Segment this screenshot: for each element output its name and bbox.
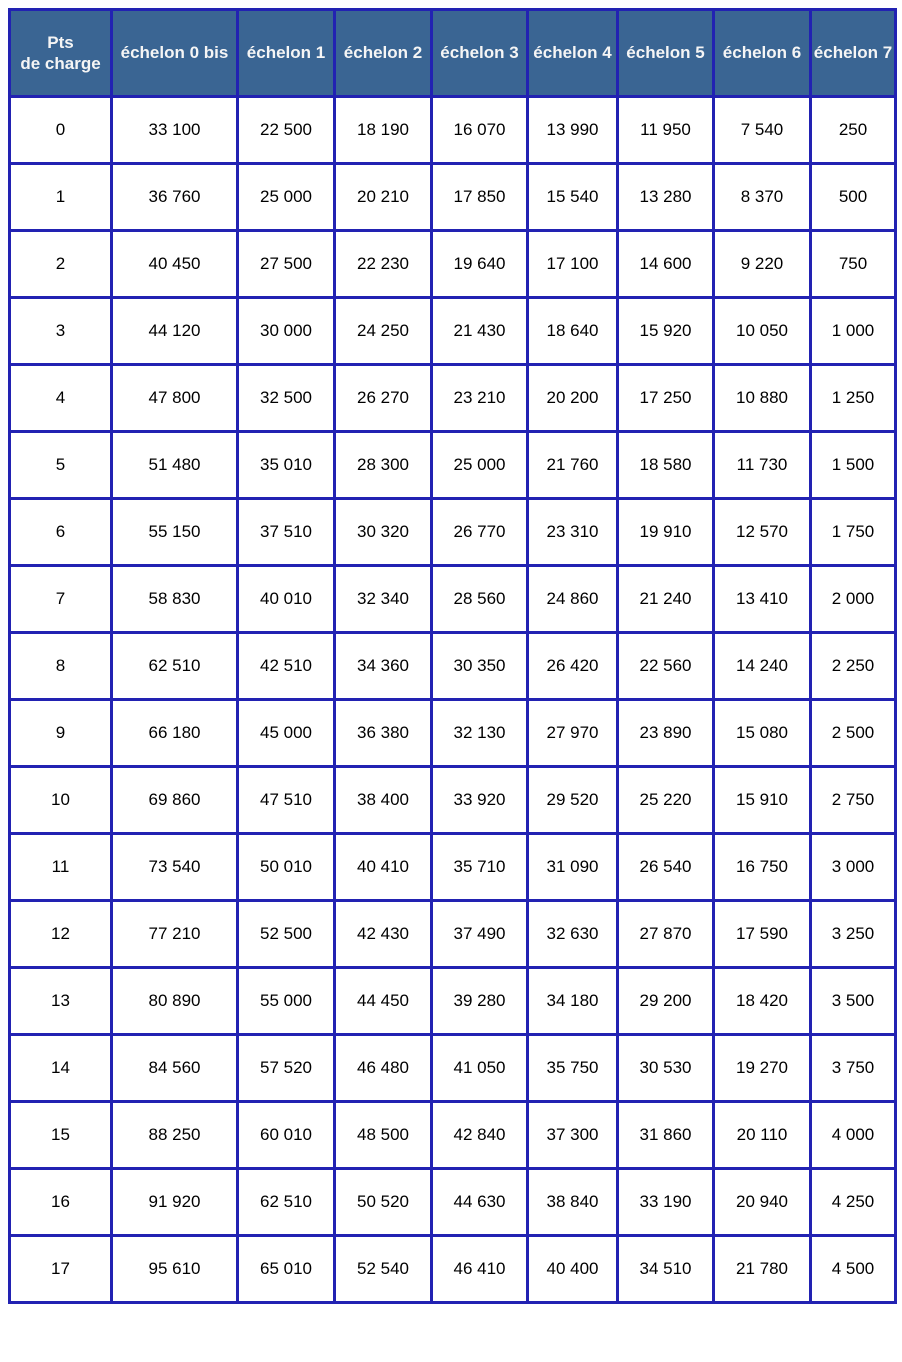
value-cell: 25 000: [238, 164, 335, 231]
value-cell: 33 920: [432, 767, 528, 834]
value-cell: 29 520: [528, 767, 618, 834]
value-cell: 35 750: [528, 1035, 618, 1102]
value-cell: 30 000: [238, 298, 335, 365]
value-cell: 84 560: [112, 1035, 238, 1102]
value-cell: 1 500: [811, 432, 896, 499]
value-cell: 16 070: [432, 97, 528, 164]
value-cell: 27 870: [618, 901, 714, 968]
header-pts-de-charge: [10, 10, 112, 97]
value-cell: 40 450: [112, 231, 238, 298]
value-cell: 21 240: [618, 566, 714, 633]
value-cell: 8 370: [714, 164, 811, 231]
value-cell: 16 750: [714, 834, 811, 901]
value-cell: 37 300: [528, 1102, 618, 1169]
value-cell: 80 890: [112, 968, 238, 1035]
value-cell: 55 000: [238, 968, 335, 1035]
table-row: [10, 566, 896, 633]
header-pts-line1: Pts: [47, 32, 74, 52]
header-echelon-6: échelon 6: [714, 10, 811, 97]
value-cell: 32 630: [528, 901, 618, 968]
value-cell: 2 500: [811, 700, 896, 767]
value-cell: 66 180: [112, 700, 238, 767]
value-cell: 750: [811, 231, 896, 298]
value-cell: 3 250: [811, 901, 896, 968]
value-cell: 33 190: [618, 1169, 714, 1236]
value-cell: 15 540: [528, 164, 618, 231]
value-cell: 24 860: [528, 566, 618, 633]
value-cell: 95 610: [112, 1236, 238, 1303]
value-cell: 52 500: [238, 901, 335, 968]
value-cell: 48 500: [335, 1102, 432, 1169]
value-cell: 91 920: [112, 1169, 238, 1236]
value-cell: 38 400: [335, 767, 432, 834]
value-cell: 21 780: [714, 1236, 811, 1303]
value-cell: 47 800: [112, 365, 238, 432]
value-cell: 4 250: [811, 1169, 896, 1236]
pts-de-charge-cell: 8: [10, 633, 112, 700]
value-cell: 23 210: [432, 365, 528, 432]
salary-scale-table: [8, 8, 897, 1304]
value-cell: 33 100: [112, 97, 238, 164]
value-cell: 13 410: [714, 566, 811, 633]
value-cell: 12 570: [714, 499, 811, 566]
table-header: [10, 10, 896, 97]
value-cell: 4 500: [811, 1236, 896, 1303]
value-cell: 30 320: [335, 499, 432, 566]
value-cell: 30 530: [618, 1035, 714, 1102]
value-cell: 38 840: [528, 1169, 618, 1236]
value-cell: 23 890: [618, 700, 714, 767]
header-echelon-1: échelon 1: [238, 10, 335, 97]
value-cell: 77 210: [112, 901, 238, 968]
value-cell: 4 000: [811, 1102, 896, 1169]
value-cell: 17 590: [714, 901, 811, 968]
value-cell: 19 910: [618, 499, 714, 566]
table-row: [10, 97, 896, 164]
pts-de-charge-cell: 11: [10, 834, 112, 901]
value-cell: 18 640: [528, 298, 618, 365]
pts-de-charge-cell: 6: [10, 499, 112, 566]
table-row: [10, 700, 896, 767]
value-cell: 25 220: [618, 767, 714, 834]
header-pts-line2: de charge: [20, 54, 101, 73]
value-cell: 250: [811, 97, 896, 164]
value-cell: 35 010: [238, 432, 335, 499]
value-cell: 27 970: [528, 700, 618, 767]
pts-de-charge-cell: 1: [10, 164, 112, 231]
value-cell: 13 280: [618, 164, 714, 231]
value-cell: 20 940: [714, 1169, 811, 1236]
value-cell: 44 630: [432, 1169, 528, 1236]
value-cell: 40 400: [528, 1236, 618, 1303]
value-cell: 500: [811, 164, 896, 231]
table-row: [10, 1169, 896, 1236]
table-row: [10, 968, 896, 1035]
value-cell: 2 750: [811, 767, 896, 834]
value-cell: 26 420: [528, 633, 618, 700]
value-cell: 3 000: [811, 834, 896, 901]
table-row: [10, 1035, 896, 1102]
value-cell: 3 500: [811, 968, 896, 1035]
value-cell: 47 510: [238, 767, 335, 834]
value-cell: 22 560: [618, 633, 714, 700]
pts-de-charge-cell: 7: [10, 566, 112, 633]
value-cell: 20 200: [528, 365, 618, 432]
pts-de-charge-cell: 15: [10, 1102, 112, 1169]
value-cell: 26 770: [432, 499, 528, 566]
header-echelon-3: échelon 3: [432, 10, 528, 97]
value-cell: 46 480: [335, 1035, 432, 1102]
value-cell: 24 250: [335, 298, 432, 365]
table-row: [10, 499, 896, 566]
pts-de-charge-cell: 12: [10, 901, 112, 968]
value-cell: 26 540: [618, 834, 714, 901]
pts-de-charge-cell: 3: [10, 298, 112, 365]
value-cell: 15 080: [714, 700, 811, 767]
value-cell: 20 110: [714, 1102, 811, 1169]
value-cell: 36 380: [335, 700, 432, 767]
header-echelon-4: échelon 4: [528, 10, 618, 97]
value-cell: 9 220: [714, 231, 811, 298]
value-cell: 28 300: [335, 432, 432, 499]
value-cell: 18 420: [714, 968, 811, 1035]
value-cell: 22 230: [335, 231, 432, 298]
value-cell: 32 130: [432, 700, 528, 767]
table-row: [10, 1102, 896, 1169]
value-cell: 29 200: [618, 968, 714, 1035]
value-cell: 17 250: [618, 365, 714, 432]
value-cell: 14 600: [618, 231, 714, 298]
pts-de-charge-cell: 9: [10, 700, 112, 767]
header-echelon-5: échelon 5: [618, 10, 714, 97]
value-cell: 34 180: [528, 968, 618, 1035]
value-cell: 50 010: [238, 834, 335, 901]
table-row: [10, 231, 896, 298]
pts-de-charge-cell: 2: [10, 231, 112, 298]
table-row: [10, 1236, 896, 1303]
value-cell: 31 090: [528, 834, 618, 901]
value-cell: 55 150: [112, 499, 238, 566]
table-row: [10, 432, 896, 499]
value-cell: 1 750: [811, 499, 896, 566]
value-cell: 15 910: [714, 767, 811, 834]
value-cell: 44 120: [112, 298, 238, 365]
value-cell: 26 270: [335, 365, 432, 432]
value-cell: 69 860: [112, 767, 238, 834]
value-cell: 17 850: [432, 164, 528, 231]
value-cell: 34 510: [618, 1236, 714, 1303]
value-cell: 40 410: [335, 834, 432, 901]
table-body: [10, 97, 896, 1303]
value-cell: 35 710: [432, 834, 528, 901]
value-cell: 1 250: [811, 365, 896, 432]
value-cell: 14 240: [714, 633, 811, 700]
value-cell: 37 510: [238, 499, 335, 566]
value-cell: 37 490: [432, 901, 528, 968]
value-cell: 3 750: [811, 1035, 896, 1102]
value-cell: 52 540: [335, 1236, 432, 1303]
value-cell: 2 250: [811, 633, 896, 700]
value-cell: 10 050: [714, 298, 811, 365]
value-cell: 21 760: [528, 432, 618, 499]
value-cell: 27 500: [238, 231, 335, 298]
value-cell: 17 100: [528, 231, 618, 298]
table-row: [10, 298, 896, 365]
value-cell: 51 480: [112, 432, 238, 499]
value-cell: 44 450: [335, 968, 432, 1035]
table-row: [10, 633, 896, 700]
value-cell: 57 520: [238, 1035, 335, 1102]
value-cell: 34 360: [335, 633, 432, 700]
value-cell: 15 920: [618, 298, 714, 365]
value-cell: 40 010: [238, 566, 335, 633]
header-echelon-0bis: échelon 0 bis: [112, 10, 238, 97]
table-row: [10, 901, 896, 968]
value-cell: 23 310: [528, 499, 618, 566]
pts-de-charge-cell: 17: [10, 1236, 112, 1303]
value-cell: 28 560: [432, 566, 528, 633]
pts-de-charge-cell: 14: [10, 1035, 112, 1102]
value-cell: 50 520: [335, 1169, 432, 1236]
table-row: [10, 164, 896, 231]
value-cell: 73 540: [112, 834, 238, 901]
value-cell: 19 270: [714, 1035, 811, 1102]
header-echelon-7: échelon 7: [811, 10, 896, 97]
value-cell: 2 000: [811, 566, 896, 633]
header-echelon-2: échelon 2: [335, 10, 432, 97]
table-row: [10, 365, 896, 432]
pts-de-charge-cell: 0: [10, 97, 112, 164]
value-cell: 30 350: [432, 633, 528, 700]
value-cell: 36 760: [112, 164, 238, 231]
value-cell: 60 010: [238, 1102, 335, 1169]
value-cell: 20 210: [335, 164, 432, 231]
value-cell: 65 010: [238, 1236, 335, 1303]
value-cell: 45 000: [238, 700, 335, 767]
table-row: [10, 834, 896, 901]
value-cell: 41 050: [432, 1035, 528, 1102]
value-cell: 58 830: [112, 566, 238, 633]
value-cell: 13 990: [528, 97, 618, 164]
value-cell: 11 950: [618, 97, 714, 164]
value-cell: 21 430: [432, 298, 528, 365]
value-cell: 46 410: [432, 1236, 528, 1303]
value-cell: 1 000: [811, 298, 896, 365]
value-cell: 88 250: [112, 1102, 238, 1169]
value-cell: 42 510: [238, 633, 335, 700]
value-cell: 18 190: [335, 97, 432, 164]
value-cell: 42 430: [335, 901, 432, 968]
value-cell: 11 730: [714, 432, 811, 499]
value-cell: 10 880: [714, 365, 811, 432]
table-row: [10, 767, 896, 834]
value-cell: 32 340: [335, 566, 432, 633]
value-cell: 22 500: [238, 97, 335, 164]
value-cell: 7 540: [714, 97, 811, 164]
value-cell: 62 510: [112, 633, 238, 700]
value-cell: 39 280: [432, 968, 528, 1035]
value-cell: 25 000: [432, 432, 528, 499]
pts-de-charge-cell: 16: [10, 1169, 112, 1236]
value-cell: 31 860: [618, 1102, 714, 1169]
value-cell: 18 580: [618, 432, 714, 499]
pts-de-charge-cell: 5: [10, 432, 112, 499]
value-cell: 62 510: [238, 1169, 335, 1236]
header-row: [10, 10, 896, 97]
pts-de-charge-cell: 4: [10, 365, 112, 432]
value-cell: 42 840: [432, 1102, 528, 1169]
pts-de-charge-cell: 13: [10, 968, 112, 1035]
value-cell: 32 500: [238, 365, 335, 432]
pts-de-charge-cell: 10: [10, 767, 112, 834]
value-cell: 19 640: [432, 231, 528, 298]
